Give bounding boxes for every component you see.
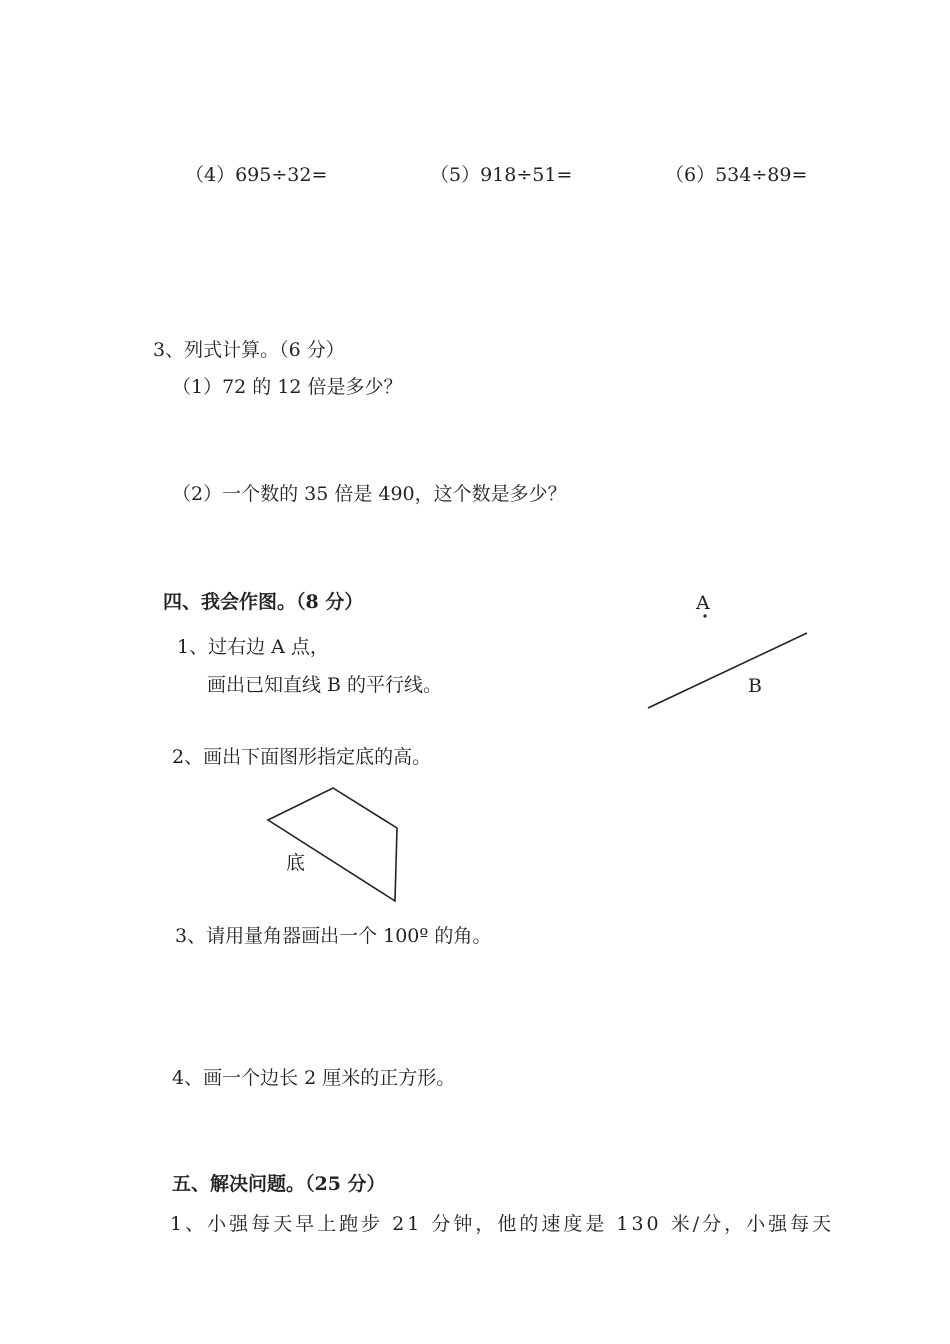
line-b-label: B: [748, 675, 762, 697]
section4-item1-line2: 画出已知直线 B 的平行线。: [207, 674, 443, 696]
quadrilateral-shape: [268, 788, 397, 901]
section4-item2: 2、画出下面图形指定底的高。: [172, 746, 432, 768]
division-problem-5: （5）918÷51=: [430, 164, 573, 186]
section3-question-1: （1）72 的 12 倍是多少？: [172, 376, 403, 398]
section4-heading: 四、我会作图。（8 分）: [163, 591, 364, 613]
section5-heading: 五、解决问题。（25 分）: [172, 1173, 386, 1195]
section3-question-2: （2）一个数的 35 倍是 490，这个数是多少？: [172, 483, 567, 505]
line-b: [648, 633, 807, 708]
division-problem-4: （4）695÷32=: [185, 164, 328, 186]
section4-item3: 3、请用量角器画出一个 100º 的角。: [175, 925, 492, 947]
section5-item1-partial: 1、小强每天早上跑步 21 分钟，他的速度是 130 米/分，小强每天: [170, 1213, 835, 1235]
point-a-label: A: [696, 592, 710, 614]
division-problem-6: （6）534÷89=: [665, 164, 808, 186]
base-label: 底: [286, 852, 306, 874]
section4-item1-line1: 1、过右边 A 点，: [177, 636, 329, 658]
point-a: [703, 614, 706, 617]
section3-heading: 3、列式计算。（6 分）: [153, 339, 345, 361]
section4-item4: 4、画一个边长 2 厘米的正方形。: [172, 1067, 456, 1089]
